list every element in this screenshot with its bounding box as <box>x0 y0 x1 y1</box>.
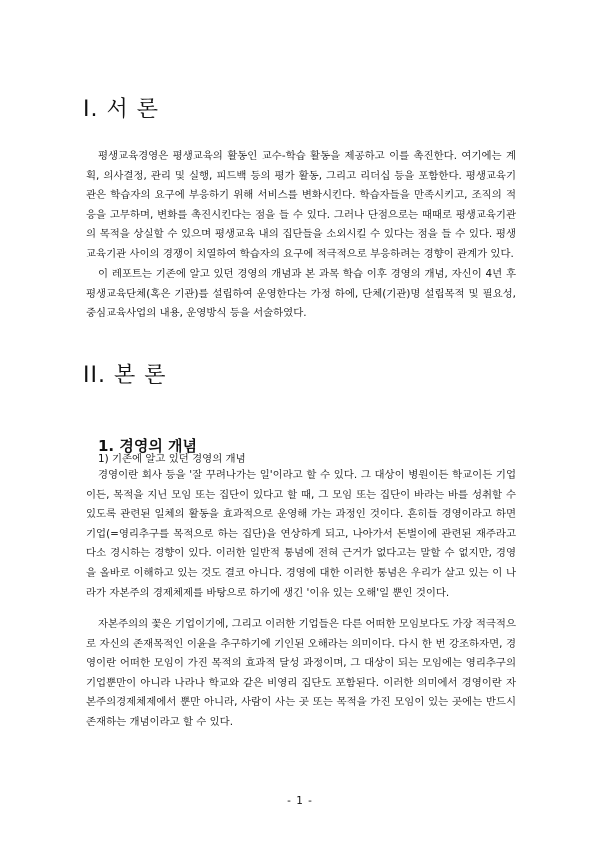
page-number: - 1 - <box>287 795 313 807</box>
body-paragraph-1: 경영이란 회사 등을 '잘 꾸려나가는 일'이라고 할 수 있다. 그 대상이 병원이든 학교이든 기업이든, 목적을 지닌 모임 또는 집단이 있다고 할 때, 그 모임 또는 집단이 바라는 바를 성취할 수 있도록 관련된 일체의 활동을 효과적으로 운영해 가는 과정인 것이다. 흔히들 경영이라고 하면 기업(=영리추구를 목적으로 하는 집단)을 연상하게 되고, 나아가서 돈벌이에 관련된 재주라고 다소 경시하는 경향이 있다. 이러한 일반적 통념에 전혀 근거가 없다고는 말할 수 없지만, 경영을 올바로 이해하고 있는 것도 결코 아니다. 경영에 대한 이러한 통념은 우리가 살고 있는 이 나라가 자본주의 경제체제를 바탕으로 하기에 생긴 '이유 있는 오해'일 뿐인 것이다. <box>86 469 516 599</box>
intro-paragraph-2: 이 레포트는 기존에 알고 있던 경영의 개념과 본 과목 학습 이후 경영의 개념, 자신이 4년 후 평생교육단체(혹은 기관)를 설립하여 운영한다는 가정 하에, 단체(기관)명 설립목적 및 필요성, 중심교육사업의 내용, 운영방식 등을 서술하였다. <box>86 268 516 320</box>
body-paragraph-2: 자본주의의 꽃은 기업이기에, 그리고 이러한 기업들은 다른 어떠한 모임보다도 가장 적극적으로 자신의 존재목적인 이윤을 추구하기에 기인된 오해라는 의미이다. 다시 한 번 강조하자면, 경영이란 어떠한 모임이 가진 목적의 효과적 달성 과정이며, 그 대상이 되는 모임에는 영리추구의 기업뿐만이 아니라 나라나 학교와 같은 비영리 집단도 포함된다. 이러한 의미에서 경영이란 자본주의경제체제에서 뿐만 아니라, 사람이 사는 곳 또는 목적을 가진 모임이 있는 곳에는 반드시 존재하는 개념이라고 할 수 있다. <box>86 618 516 728</box>
section-title-body: II. 본 론 <box>83 363 167 388</box>
subheading-existing-concept: 1) 기존에 알고 있던 경영의 개념 <box>98 453 246 465</box>
intro-paragraph-1: 평생교육경영은 평생교육의 활동인 교수-학습 활동을 제공하고 이를 촉진한다. 여기에는 계획, 의사결정, 관리 및 실행, 피드백 등의 평가 활동, 그리고 리더십 등을 포함한다. 평생교육기관은 학습자의 요구에 부응하기 위해 서비스를 변화시킨다. 학습자들을 만족시키고, 조직의 적응을 고무하며, 변화를 촉진시킨다는 점을 들 수 있다. 그러나 단점으로는 때때로 평생교육기관의 목적을 상실할 수 있으며 평생교육 내의 집단들을 소외시킬 수 있다는 점을 들 수 있다. 평생교육기관 사이의 경쟁이 치열하여 학습자의 요구에 적극적으로 부응하려는 경향이 관계가 있다. <box>86 150 516 260</box>
subsection-title-concept-of-management: 1. 경영의 개념 <box>98 437 198 455</box>
section-title-introduction: I. 서 론 <box>83 97 159 122</box>
